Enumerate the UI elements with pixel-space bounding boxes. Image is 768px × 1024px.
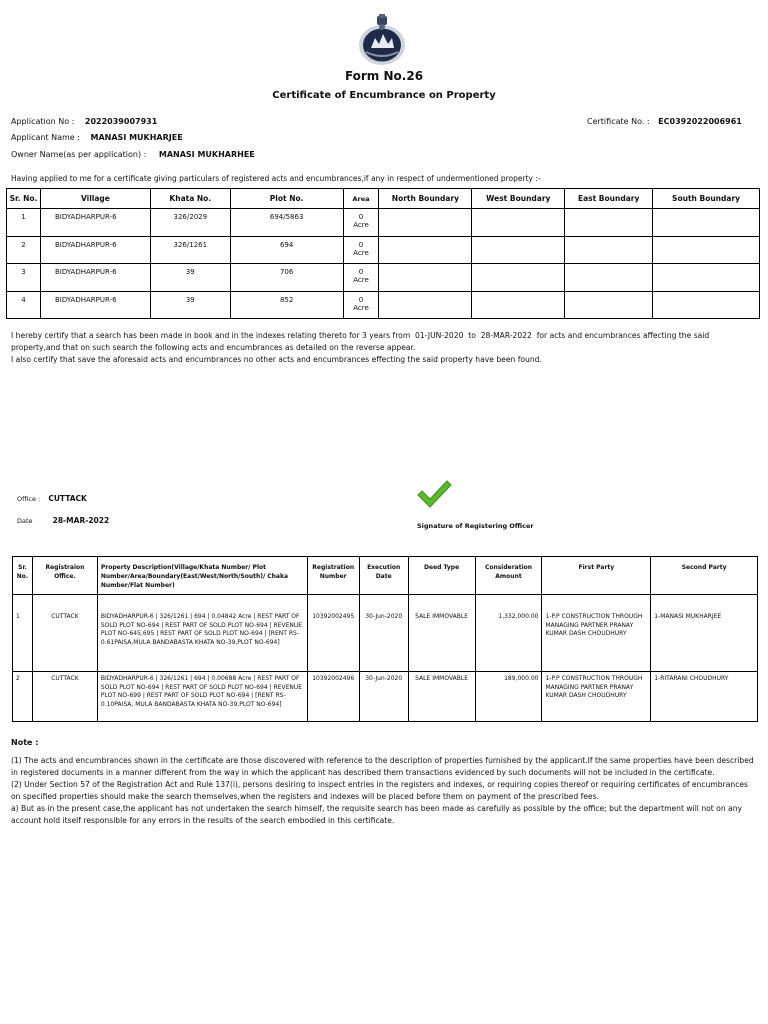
from-date: 01-JUN-2020 — [415, 331, 464, 340]
sr-no: 3 — [7, 264, 41, 292]
south-boundary — [653, 264, 760, 292]
col-header: South Boundary — [653, 189, 760, 209]
second-party: 1-MANASI MUKHARJEE — [651, 595, 758, 672]
area — [343, 291, 379, 319]
consideration-amount: 1,332,000.00 — [475, 595, 542, 672]
second-party: 1-RITARANI CHOUDHURY — [651, 672, 758, 722]
east-boundary — [565, 291, 653, 319]
village: BIDYADHARPUR-6 — [40, 209, 150, 237]
village: BIDYADHARPUR-6 — [40, 291, 150, 319]
certificate-no-row — [587, 117, 742, 126]
registration-office: CUTTACK — [32, 672, 97, 722]
registration-number: 10392002496 — [307, 672, 359, 722]
table-row — [13, 595, 758, 672]
intro-text: Having applied to me for a certificate giving particulars of registered acts and encumbrances,if any in respect of undermentioned property :- — [11, 174, 541, 183]
certificate-title: Certificate of Encumbrance on Property — [272, 90, 496, 101]
notes-block — [11, 755, 756, 827]
khata-no: 39 — [150, 264, 230, 292]
khata-no: 326/1261 — [150, 236, 230, 264]
col-header: Khata No. — [150, 189, 230, 209]
date-value: 28-MAR-2022 — [52, 516, 110, 525]
south-boundary — [653, 209, 760, 237]
col-header: Area — [343, 189, 379, 209]
office-value: CUTTACK — [48, 494, 87, 503]
plot-no: 706 — [230, 264, 343, 292]
plot-no: 694 — [230, 236, 343, 264]
deed-table — [12, 556, 758, 722]
area-value: 0 — [358, 295, 364, 304]
north-boundary — [379, 209, 472, 237]
col-header: Plot No. — [230, 189, 343, 209]
table-row — [7, 236, 760, 264]
area — [343, 209, 379, 237]
execution-date: 30-Jun-2020 — [359, 672, 408, 722]
khata-no: 39 — [150, 291, 230, 319]
application-no-label: Application No : — [11, 117, 75, 126]
south-boundary — [653, 236, 760, 264]
khata-no: 326/2029 — [150, 209, 230, 237]
col-header: West Boundary — [472, 189, 565, 209]
certify-line3: I also certify that save the aforesaid acts and encumbrances no other acts and encumbrances effecting the said property have been found. — [11, 355, 542, 364]
property-description: BIDYADHARPUR-6 | 326/1261 | 694 | 0.04842 Acre | REST PART OF SOLD PLOT NO-694 | REST PART OF SOLD PLOT NO-694 | REVENUE PLOT NO-645,695 | REST PART OF SOLD PLOT NO-694 | [RENT RS-0.61PAISA,MULA BANDABASTA KHATA NO-39,PLOT NO-694] — [97, 595, 307, 672]
to-word: to — [468, 331, 476, 340]
col-header: Sr. No. — [7, 189, 41, 209]
registration-office: CUTTACK — [32, 595, 97, 672]
state-emblem-icon — [357, 14, 407, 66]
north-boundary — [379, 291, 472, 319]
col-header: Execution Date — [359, 557, 408, 595]
deed-type: SALE IMMOVABLE — [408, 595, 475, 672]
deed-type: SALE IMMOVABLE — [408, 672, 475, 722]
col-header: First Party — [542, 557, 651, 595]
area — [343, 236, 379, 264]
col-header: Second Party — [651, 557, 758, 595]
area-unit: Acre — [353, 303, 369, 312]
note-item: (1) The acts and encumbrances shown in the certificate are those discovered with reference to the description of properties furnished by the applicant.If the same properties have been described in registered documents in a manner different from the way in which the applicant has described them transactions evidenced by such documents will not be included in the certificate. — [11, 756, 754, 777]
property-description: BIDYADHARPUR-6 | 326/1261 | 694 | 0.00688 Acre | REST PART OF SOLD PLOT NO-694 | REST PART OF SOLD PLOT NO-694 | REVENUE PLOT NO-699 | REST PART OF SOLD PLOT NO-694 | [RENT RS-0.10PAISA, MULA BANDABASTA KHATA NO-39,PLOT NO-694] — [97, 672, 307, 722]
col-header: Sr. No. — [13, 557, 33, 595]
form-number: Form No.26 — [344, 69, 424, 83]
certificate-no-label: Certificate No. : — [587, 117, 650, 126]
note-item: a) But as in the present case,the applicant has not undertaken the search himself, the requisite search has been made as carefully as possible by the office; but the department will not on any account hold itself responsible for any errors in the results of the search embodied in this certificate. — [11, 804, 743, 825]
col-header: East Boundary — [565, 189, 653, 209]
col-header: Deed Type — [408, 557, 475, 595]
property-table-header — [7, 189, 760, 209]
applicant-name-label: Applicant Name : — [11, 133, 80, 142]
certificate-no-value: EC0392022006961 — [658, 117, 742, 126]
first-party: 1-P.P CONSTRUCTION THROUGH MANAGING PARTNER PRANAY KUMAR DASH CHOUDHURY — [542, 672, 651, 722]
col-header: Registraion Office. — [32, 557, 97, 595]
date-row — [17, 516, 109, 525]
consideration-amount: 189,000.00 — [475, 672, 542, 722]
note-heading: Note : — [11, 738, 39, 747]
certification-text — [11, 330, 751, 366]
col-header: Village — [40, 189, 150, 209]
certify-line2: property,and that on such search the following acts and encumbrances as detailed on the reverse appear. — [11, 343, 416, 352]
sr-no: 2 — [13, 672, 33, 722]
check-mark-icon — [416, 478, 452, 510]
area — [343, 264, 379, 292]
col-header: Property Description(Village/Khata Number/ Plot Number/Area/Boundary(East/West/North/South)/ Chaka Number/Flat Number) — [97, 557, 307, 595]
first-party: 1-P.P CONSTRUCTION THROUGH MANAGING PARTNER PRANAY KUMAR DASH CHOUDHURY — [542, 595, 651, 672]
certify-line1-prefix: I hereby certify that a search has been made in book and in the indexes relating thereto for 3 years from — [11, 331, 411, 340]
plot-no: 852 — [230, 291, 343, 319]
registration-number: 10392002495 — [307, 595, 359, 672]
applicant-name-row — [11, 133, 183, 142]
note-item: (2) Under Section 57 of the Registration Act and Rule 137(i), persons desiring to inspect entries in the registers and indexes, or requiring copies thereof or requiring certificates of encumbrances on specified properties should make the search themselves,when the registers and indexes will be placed before them on payment of the prescribed fees. — [11, 780, 749, 801]
col-header: North Boundary — [379, 189, 472, 209]
table-row — [13, 672, 758, 722]
sr-no: 1 — [7, 209, 41, 237]
to-date: 28-MAR-2022 — [480, 331, 532, 340]
west-boundary — [472, 236, 565, 264]
area-value: 0 — [358, 240, 364, 249]
sr-no: 2 — [7, 236, 41, 264]
area-unit: Acre — [353, 248, 369, 257]
north-boundary — [379, 236, 472, 264]
office-label: Office : — [17, 495, 41, 503]
south-boundary — [653, 291, 760, 319]
signature-label: Signature of Registering Officer — [417, 522, 534, 530]
col-header: Registration Number — [307, 557, 359, 595]
owner-name-row — [11, 150, 255, 159]
village: BIDYADHARPUR-6 — [40, 236, 150, 264]
owner-name-value: MANASI MUKHARHEE — [158, 150, 255, 159]
west-boundary — [472, 264, 565, 292]
sr-no: 4 — [7, 291, 41, 319]
plot-no: 694/5863 — [230, 209, 343, 237]
application-no-row — [11, 117, 157, 126]
table-row — [7, 209, 760, 237]
area-unit: Acre — [353, 221, 369, 229]
office-row — [17, 494, 87, 503]
area-unit: Acre — [353, 276, 369, 284]
col-header: Consideration Amount — [475, 557, 542, 595]
date-label: Date — [17, 517, 33, 525]
table-row — [7, 291, 760, 319]
applicant-name-value: MANASI MUKHARJEE — [90, 133, 183, 142]
area-value: 0 — [358, 213, 364, 221]
execution-date: 30-Jun-2020 — [359, 595, 408, 672]
east-boundary — [565, 236, 653, 264]
area-value: 0 — [358, 268, 364, 276]
owner-name-label: Owner Name(as per application) : — [11, 150, 147, 159]
deed-table-header — [13, 557, 758, 595]
application-no-value: 2022039007931 — [84, 117, 158, 126]
sr-no: 1 — [13, 595, 33, 672]
east-boundary — [565, 264, 653, 292]
property-table — [6, 188, 760, 319]
west-boundary — [472, 209, 565, 237]
east-boundary — [565, 209, 653, 237]
north-boundary — [379, 264, 472, 292]
west-boundary — [472, 291, 565, 319]
village: BIDYADHARPUR-6 — [40, 264, 150, 292]
table-row — [7, 264, 760, 292]
certify-line1-suffix: for acts and encumbrances affecting the said — [536, 331, 710, 340]
